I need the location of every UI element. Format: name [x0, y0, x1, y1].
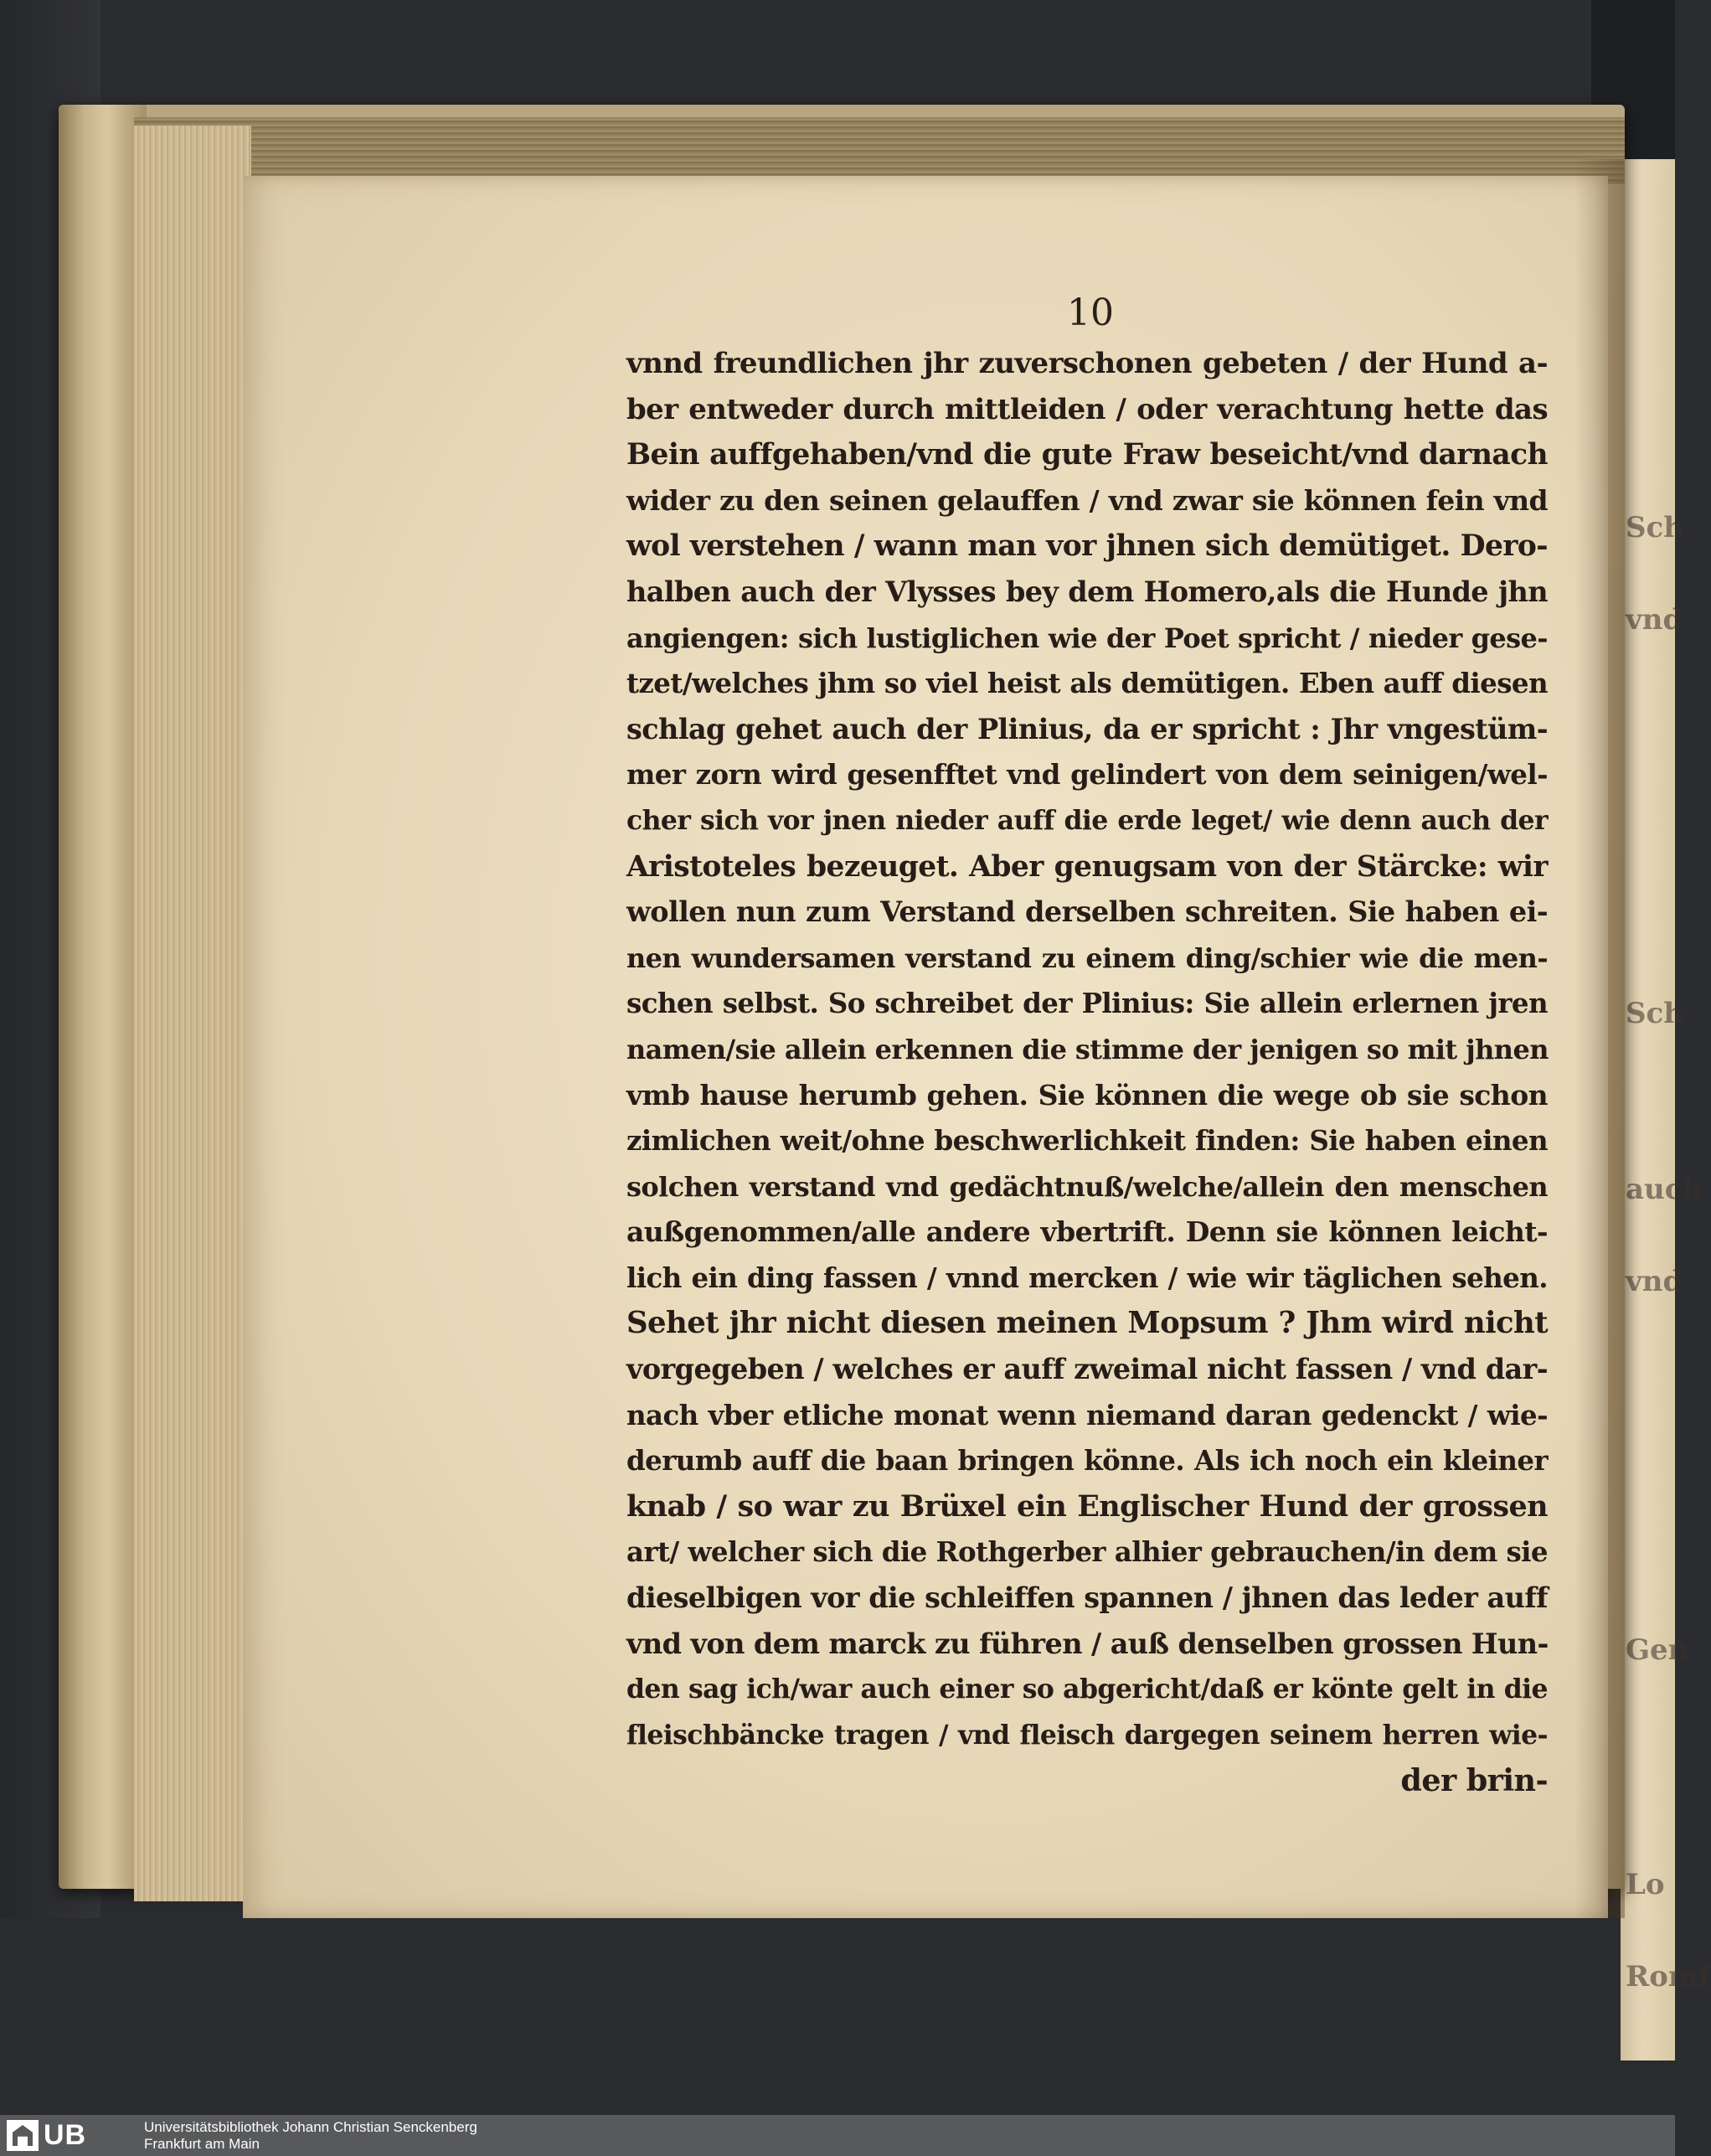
- library-logo[interactable]: [7, 2120, 106, 2151]
- facing-page-fragment: Gen: [1626, 1633, 1689, 1667]
- text-line: wollen nun zum Verstand derselben schreiten. Sie haben ei-: [626, 895, 1548, 929]
- text-line: dieselbigen vor die schleiffen spannen / jhnen das leder auff: [626, 1581, 1548, 1615]
- text-line: mer zorn wird gesenfftet vnd gelindert von dem seinigen/wel-: [626, 758, 1548, 792]
- text-line: solchen verstand vnd gedächtnuß/welche/allein den menschen: [626, 1170, 1548, 1203]
- text-line: namen/sie allein erkennen die stimme der jenigen so mit jhnen: [626, 1033, 1549, 1065]
- text-line: fleischbäncke tragen / vnd fleisch dargegen seinem herren wie-: [626, 1719, 1548, 1751]
- text-line: den sag ich/war auch einer so abgericht/daß er könte gelt in die: [626, 1674, 1548, 1705]
- text-line: cher sich vor jnen nieder auff die erde leget/ wie denn auch der: [626, 804, 1548, 836]
- page-edges-left: [134, 126, 251, 1901]
- text-line: vorgegeben / welches er auff zweimal nicht fassen / vnd dar-: [626, 1353, 1548, 1386]
- text-line: ber entweder durch mittleiden / oder verachtung hette das: [626, 392, 1548, 426]
- facing-page-fragment: vnd: [1626, 603, 1683, 637]
- institution-location: Frankfurt am Main: [144, 2136, 260, 2152]
- facing-page-fragment: auch: [1626, 1173, 1703, 1206]
- logo-text: UB: [44, 2119, 87, 2151]
- text-line: angiengen: sich lustiglichen wie der Poet spricht / nieder gese-: [626, 622, 1548, 654]
- facing-page-fragment: Lo: [1626, 1868, 1665, 1901]
- text-line: Sehet jhr nicht diesen meinen Mopsum ? Jhm wird nicht: [626, 1306, 1548, 1341]
- text-line: vnnd freundlichen jhr zuverschonen gebeten / der Hund a-: [626, 347, 1548, 380]
- text-line: nen wundersamen verstand zu einem ding/schier wie die men-: [626, 941, 1548, 974]
- text-line: derumb auff die baan bringen könne. Als ich noch ein kleiner: [626, 1444, 1548, 1478]
- text-line: lich ein ding fassen / vnnd mercken / wie wir täglichen sehen.: [626, 1261, 1548, 1294]
- text-line: schen selbst. So schreibet der Plinius: Sie allein erlernen jren: [626, 987, 1548, 1020]
- facing-page-fragment: vnd: [1626, 1265, 1683, 1298]
- institution-name: Universitätsbibliothek Johann Christian Senckenberg: [144, 2119, 477, 2135]
- text-line: Aristoteles bezeuget. Aber genugsam von der Stärcke: wir: [626, 849, 1548, 884]
- page-text: [626, 341, 1548, 1804]
- text-line: wol verstehen / wann man vor jhnen sich demütiget. Dero-: [626, 529, 1548, 564]
- background-bottom: [0, 1918, 1675, 2115]
- text-line: nach vber etliche monat wenn niemand daran gedenckt / wie-: [626, 1398, 1548, 1431]
- text-line: art/ welcher sich die Rothgerber alhier gebrauchen/in dem sie: [626, 1535, 1548, 1569]
- facing-page-fragment: Sch: [1626, 997, 1684, 1030]
- text-line: wider zu den seinen gelauffen / vnd zwar sie können fein vnd: [626, 483, 1548, 517]
- footer-bar: [0, 2115, 1675, 2156]
- page-number: 10: [1067, 291, 1114, 334]
- facing-page-fragment: Romf: [1626, 1960, 1711, 1994]
- building-icon: [7, 2120, 39, 2151]
- facing-page-edge: [1621, 159, 1711, 2061]
- text-line: Bein auffgehaben/vnd die gute Fraw beseicht/vnd darnach: [626, 438, 1548, 472]
- text-line: außgenommen/alle andere vbertrift. Denn sie können leicht-: [626, 1215, 1548, 1249]
- text-line: tzet/welches jhm so viel heist als demütigen. Eben auff diesen: [626, 667, 1548, 700]
- catchword: der brin-: [1400, 1762, 1548, 1799]
- text-line: vmb hause herumb gehen. Sie können die wege ob sie schon: [626, 1078, 1548, 1112]
- gutter-shadow: [1574, 159, 1625, 1918]
- text-line: vnd von dem marck zu führen / auß denselben grossen Hun-: [626, 1627, 1549, 1660]
- text-line: halben auch der Vlysses bey dem Homero,als die Hunde jhn: [626, 575, 1548, 608]
- text-line: knab / so war zu Brüxel ein Englischer Hund der grossen: [626, 1488, 1548, 1524]
- text-line: schlag gehet auch der Plinius, da er spricht : Jhr vngestüm-: [626, 712, 1548, 745]
- footer-credits: [144, 2119, 477, 2153]
- facing-page-fragment: Sch: [1626, 511, 1684, 544]
- text-line: zimlichen weit/ohne beschwerlichkeit finden: Sie haben einen: [626, 1124, 1548, 1158]
- page-edges-top: [134, 117, 1625, 184]
